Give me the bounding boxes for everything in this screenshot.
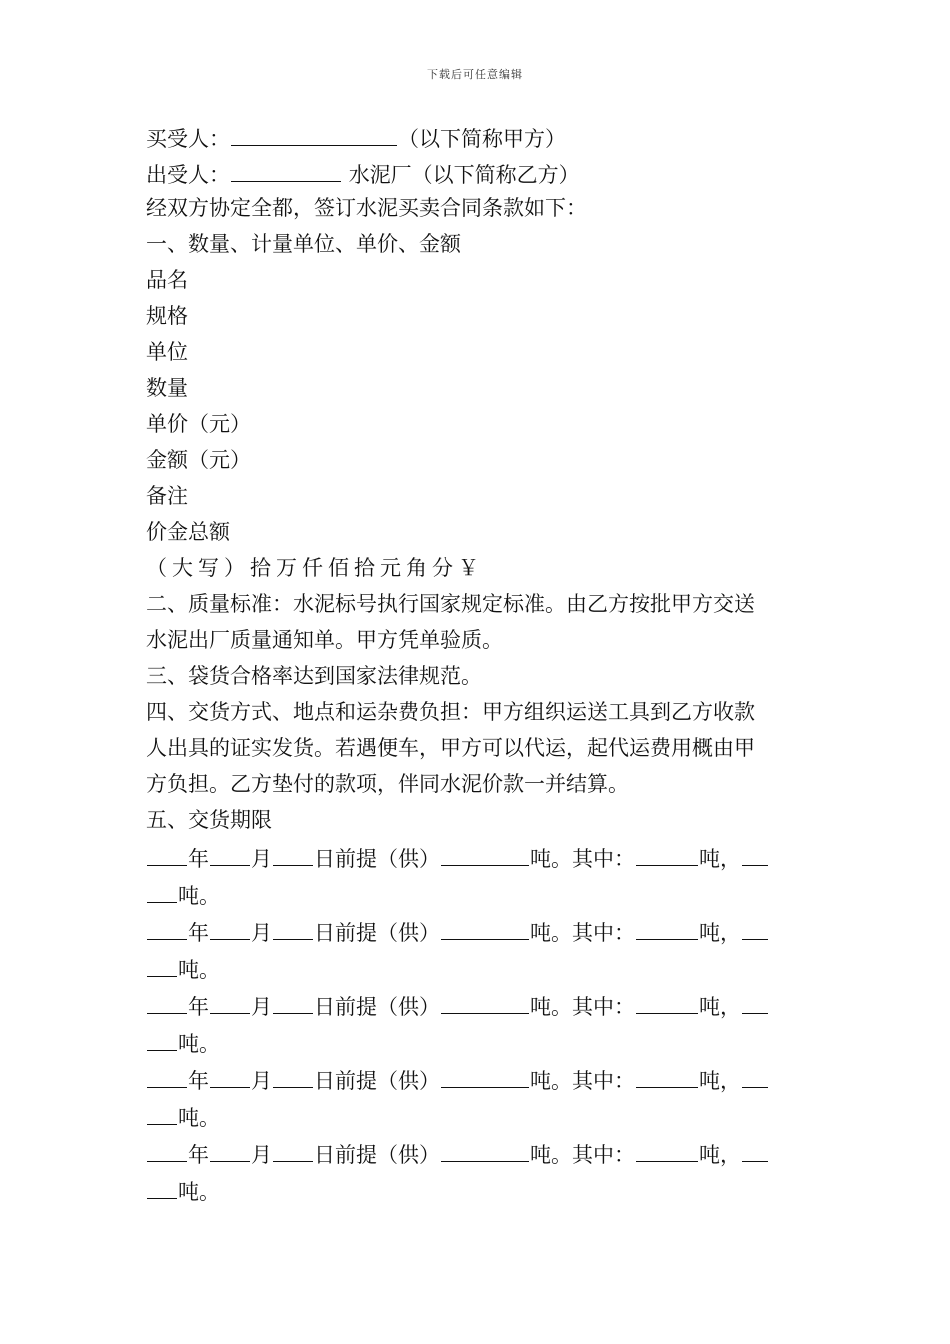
delivery-row <box>146 912 810 949</box>
tons-part-blank[interactable] <box>636 912 698 940</box>
month-label: 月 <box>251 921 272 945</box>
tons-part2-blank-cont[interactable] <box>147 1097 177 1125</box>
tons-among-label: 吨。其中： <box>530 995 635 1019</box>
tons-blank[interactable] <box>441 838 529 866</box>
delivery-row <box>146 1060 810 1097</box>
buyer-blank[interactable] <box>231 118 397 146</box>
delivery-row-cont <box>146 1097 810 1134</box>
day-label: 日前提（供） <box>314 847 440 871</box>
year-label: 年 <box>188 1143 209 1167</box>
tons-end-label: 吨。 <box>178 958 220 982</box>
year-blank[interactable] <box>147 986 187 1014</box>
month-label: 月 <box>251 847 272 871</box>
tons-among-label: 吨。其中： <box>530 847 635 871</box>
day-label: 日前提（供） <box>314 921 440 945</box>
day-label: 日前提（供） <box>314 995 440 1019</box>
section2-line2: 水泥出厂质量通知单。甲方凭单验质。 <box>146 628 503 652</box>
tons-part2-blank[interactable] <box>742 1134 768 1162</box>
year-label: 年 <box>188 995 209 1019</box>
day-blank[interactable] <box>273 986 313 1014</box>
buyer-line <box>146 118 810 154</box>
tons-part-blank[interactable] <box>636 1134 698 1162</box>
intro-line: 经双方协定全都，签订水泥买卖合同条款如下： <box>146 196 587 220</box>
tons-end-label: 吨。 <box>178 1180 220 1204</box>
tons-end-label: 吨。 <box>178 1106 220 1130</box>
tons-part2-blank[interactable] <box>742 1060 768 1088</box>
tons-among-label: 吨。其中： <box>530 1069 635 1093</box>
section3-line1: 三、袋货合格率达到国家法律规范。 <box>146 664 482 688</box>
tons-part-blank[interactable] <box>636 838 698 866</box>
tons-part-blank[interactable] <box>636 1060 698 1088</box>
tons-blank[interactable] <box>441 1060 529 1088</box>
delivery-row-cont <box>146 1023 810 1060</box>
section4-line2: 人出具的证实发货。若遇便车，甲方可以代运，起代运费用概由甲 <box>146 736 755 760</box>
day-blank[interactable] <box>273 838 313 866</box>
tons-blank[interactable] <box>441 912 529 940</box>
field-product-name: 品名 <box>146 268 188 292</box>
delivery-row <box>146 1134 810 1171</box>
tons-among-label: 吨。其中： <box>530 921 635 945</box>
tons-part2-blank[interactable] <box>742 986 768 1014</box>
month-blank[interactable] <box>210 1060 250 1088</box>
tons-part2-blank-cont[interactable] <box>147 1171 177 1199</box>
tons-comma-label: 吨， <box>699 1069 741 1093</box>
day-blank[interactable] <box>273 1060 313 1088</box>
delivery-row <box>146 986 810 1023</box>
delivery-row-cont <box>146 1171 810 1208</box>
year-blank[interactable] <box>147 1134 187 1162</box>
delivery-row-cont <box>146 949 810 986</box>
section2-line1: 二、质量标准：水泥标号执行国家规定标准。由乙方按批甲方交送 <box>146 592 755 616</box>
seller-line <box>146 154 810 190</box>
tons-part-blank[interactable] <box>636 986 698 1014</box>
tons-blank[interactable] <box>441 986 529 1014</box>
seller-label: 出受人： <box>146 163 230 187</box>
buyer-suffix: （以下简称甲方） <box>398 127 566 151</box>
page-header-note: 下载后可任意编辑 <box>427 68 523 81</box>
month-label: 月 <box>251 1069 272 1093</box>
month-blank[interactable] <box>210 912 250 940</box>
year-label: 年 <box>188 1069 209 1093</box>
section1-title: 一、数量、计量单位、单价、金额 <box>146 232 461 256</box>
field-unit: 单位 <box>146 340 188 364</box>
tons-comma-label: 吨， <box>699 995 741 1019</box>
year-label: 年 <box>188 847 209 871</box>
field-remarks: 备注 <box>146 484 188 508</box>
delivery-row <box>146 838 810 875</box>
tons-part2-blank-cont[interactable] <box>147 875 177 903</box>
amount-in-words: （大写）拾万仟佰拾元角分￥ <box>146 556 484 580</box>
delivery-row-cont <box>146 875 810 912</box>
year-blank[interactable] <box>147 912 187 940</box>
tons-part2-blank-cont[interactable] <box>147 949 177 977</box>
day-blank[interactable] <box>273 1134 313 1162</box>
tons-part2-blank[interactable] <box>742 838 768 866</box>
section5-title: 五、交货期限 <box>146 808 272 832</box>
day-label: 日前提（供） <box>314 1069 440 1093</box>
tons-end-label: 吨。 <box>178 884 220 908</box>
day-blank[interactable] <box>273 912 313 940</box>
month-blank[interactable] <box>210 838 250 866</box>
day-label: 日前提（供） <box>314 1143 440 1167</box>
month-label: 月 <box>251 995 272 1019</box>
tons-comma-label: 吨， <box>699 847 741 871</box>
month-blank[interactable] <box>210 986 250 1014</box>
field-unit-price: 单价（元） <box>146 412 251 436</box>
year-label: 年 <box>188 921 209 945</box>
tons-part2-blank[interactable] <box>742 912 768 940</box>
section4-line1: 四、交货方式、地点和运杂费负担：甲方组织运送工具到乙方收款 <box>146 700 755 724</box>
seller-blank[interactable] <box>231 154 341 182</box>
tons-comma-label: 吨， <box>699 921 741 945</box>
tons-part2-blank-cont[interactable] <box>147 1023 177 1051</box>
month-blank[interactable] <box>210 1134 250 1162</box>
year-blank[interactable] <box>147 838 187 866</box>
year-blank[interactable] <box>147 1060 187 1088</box>
tons-end-label: 吨。 <box>178 1032 220 1056</box>
field-quantity: 数量 <box>146 376 188 400</box>
field-spec: 规格 <box>146 304 188 328</box>
tons-blank[interactable] <box>441 1134 529 1162</box>
section4-line3: 方负担。乙方垫付的款项，伴同水泥价款一并结算。 <box>146 772 629 796</box>
buyer-label: 买受人： <box>146 127 230 151</box>
tons-among-label: 吨。其中： <box>530 1143 635 1167</box>
contract-body <box>146 118 810 1208</box>
field-amount: 金额（元） <box>146 448 251 472</box>
field-total: 价金总额 <box>146 520 230 544</box>
tons-comma-label: 吨， <box>699 1143 741 1167</box>
seller-suffix: 水泥厂（以下简称乙方） <box>348 163 580 187</box>
month-label: 月 <box>251 1143 272 1167</box>
